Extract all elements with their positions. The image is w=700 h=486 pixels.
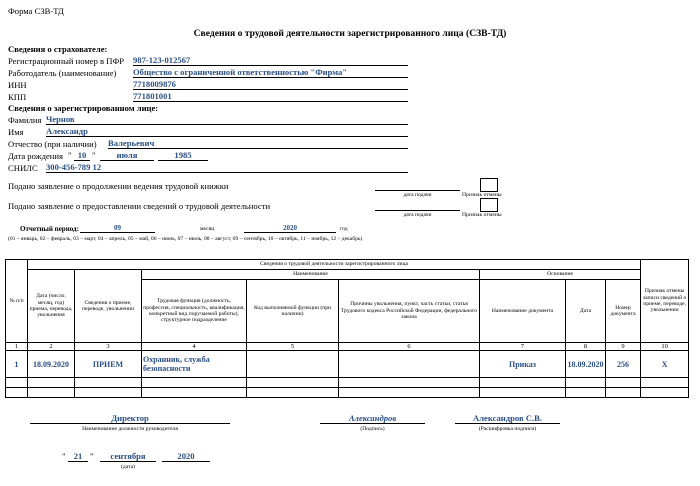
reg-number-field[interactable]: 987-123-012567 [133,55,408,66]
row-doc-name-cell[interactable]: Приказ [480,351,566,378]
table-row [6,378,689,388]
labor-activity-table [5,259,689,398]
date-quote-close: " [90,451,94,461]
column-number: 3 [75,343,142,351]
row-event-cell[interactable]: ПРИЕМ [75,351,142,378]
dob-day-field[interactable]: 10 [74,150,90,161]
statement-provide-cancel-checkbox[interactable] [480,198,498,212]
dob-year-field[interactable]: 1985 [158,150,208,161]
insurer-heading: Сведения о страхователе: [8,44,108,54]
snils-label: СНИЛС [8,163,38,173]
statement-provide-date-line[interactable] [375,210,460,211]
header-event: Сведения о приеме, переводе, увольнении [75,270,142,343]
signature-caption: (Подпись) [360,426,385,432]
surname-label: Фамилия [8,115,42,125]
table-row [6,388,689,398]
header-doc-name: Наименование документа [480,280,566,343]
period-month-field[interactable]: 09 [80,224,155,233]
sign-date-day-field[interactable]: 21 [68,451,88,462]
signature-decode-caption: (Расшифровка подписи) [478,426,537,432]
statement-continue-date-line[interactable] [375,190,460,191]
header-reason: Причины увольнения, пункт, часть статьи, статья Трудового кодекса Российской Федерации, федерального закона [339,280,480,343]
page-title: Сведения о трудовой деятельности зарегистрированного лица (СЗВ-ТД) [193,28,507,39]
sign-date-month-field[interactable]: сентября [100,451,156,462]
column-number: 7 [480,343,566,351]
inn-field[interactable]: 7718009876 [133,79,408,90]
table-row [6,351,689,378]
row-reason-cell[interactable] [339,351,480,378]
column-number: 8 [566,343,606,351]
name-label: Имя [8,127,24,137]
kpp-label: КПП [8,92,27,102]
date-quote-open: " [62,451,66,461]
patronymic-field[interactable]: Валерьевич [108,138,408,149]
column-number: 4 [142,343,247,351]
period-month-note: (01 – январь, 02 – февраль, 03 – март, 04 – апрель, 05 – май, 06 – июнь, 07 – июль, 08 – август, 09 – сентябрь, 10 – октябрь, 11 – ноябрь, 12 – декабрь) [8,236,363,242]
dob-month-field[interactable]: июля [100,150,154,161]
header-date: Дата (число, месяц, год) приема, перевода, увольнения [28,270,75,343]
statement-provide-date-caption: дата подачи [403,212,432,218]
statement-provide-label: Подано заявление о предоставлении сведений о трудовой деятельности [8,201,271,211]
period-year-field[interactable]: 2020 [244,224,336,233]
sign-date-caption: (дата) [121,464,135,470]
row-cancel-cell[interactable]: X [641,351,689,378]
row-code-cell[interactable] [247,351,339,378]
header-code: Код выполняемой функции (при наличии) [247,280,339,343]
header-name-group: Наименование [142,270,480,280]
period-label: Отчетный период: [20,225,79,233]
inn-label: ИНН [8,80,27,90]
header-doc-date: Дата [566,280,606,343]
table-caption: Сведения о трудовой деятельности зарегистрированного лица [28,260,641,270]
form-label: Форма СЗВ-ТД [8,6,64,16]
person-heading: Сведения о зарегистрированном лице: [8,103,159,113]
signature-decode-field[interactable]: Александров С.В. [455,413,560,424]
dob-label: Дата рождения [8,151,63,161]
snils-field[interactable]: 300-456-789 12 [46,162,408,173]
period-year-caption: год [340,226,348,232]
header-function: Трудовая функция (должность, профессия, специальность, квалификация, конкретный вид поручаемой работы), структурное подразделение [142,280,247,343]
column-number: 1 [6,343,28,351]
patronymic-label: Отчество (при наличии) [8,139,97,149]
director-position-caption: Наименование должности руководителя [82,426,178,432]
name-field[interactable]: Александр [46,126,408,137]
column-number: 5 [247,343,339,351]
header-cancel: Признак отмены записи сведений о приеме, переводе, увольнении [641,260,689,343]
statement-provide-cancel-caption: Признак отмены [462,212,502,218]
employer-field[interactable]: Общество с ограниченной ответственностью "Фирма" [133,67,408,78]
row-doc-date-cell[interactable]: 18.09.2020 [566,351,606,378]
header-basis-group: Основание [480,270,641,280]
dob-quote-open: " [68,150,72,160]
header-num: № п/п [6,260,28,343]
kpp-field[interactable]: 771801001 [133,91,408,102]
column-number: 9 [606,343,641,351]
column-number: 2 [28,343,75,351]
statement-continue-label: Подано заявление о продолжении ведения трудовой книжки [8,181,229,191]
period-month-caption: месяц [200,226,215,232]
column-number: 10 [641,343,689,351]
row-function-cell[interactable]: Охранник, служба безопасности [142,351,247,378]
row-date-cell[interactable]: 18.09.2020 [28,351,75,378]
row-doc-number-cell[interactable]: 256 [606,351,641,378]
statement-continue-cancel-checkbox[interactable] [480,178,498,192]
column-number: 6 [339,343,480,351]
row-num-cell[interactable]: 1 [6,351,28,378]
sign-date-year-field[interactable]: 2020 [162,451,210,462]
signature-field[interactable]: Александров [320,413,425,424]
surname-field[interactable]: Чернов [46,114,408,125]
statement-continue-date-caption: дата подачи [403,192,432,198]
dob-quote-close: " [92,150,96,160]
employer-label: Работодатель (наименование) [8,68,117,78]
header-doc-number: Номер документа [606,280,641,343]
reg-number-label: Регистрационный номер в ПФР [8,56,125,66]
statement-continue-cancel-caption: Признак отмены [462,192,502,198]
director-position-field[interactable]: Директор [30,413,230,424]
